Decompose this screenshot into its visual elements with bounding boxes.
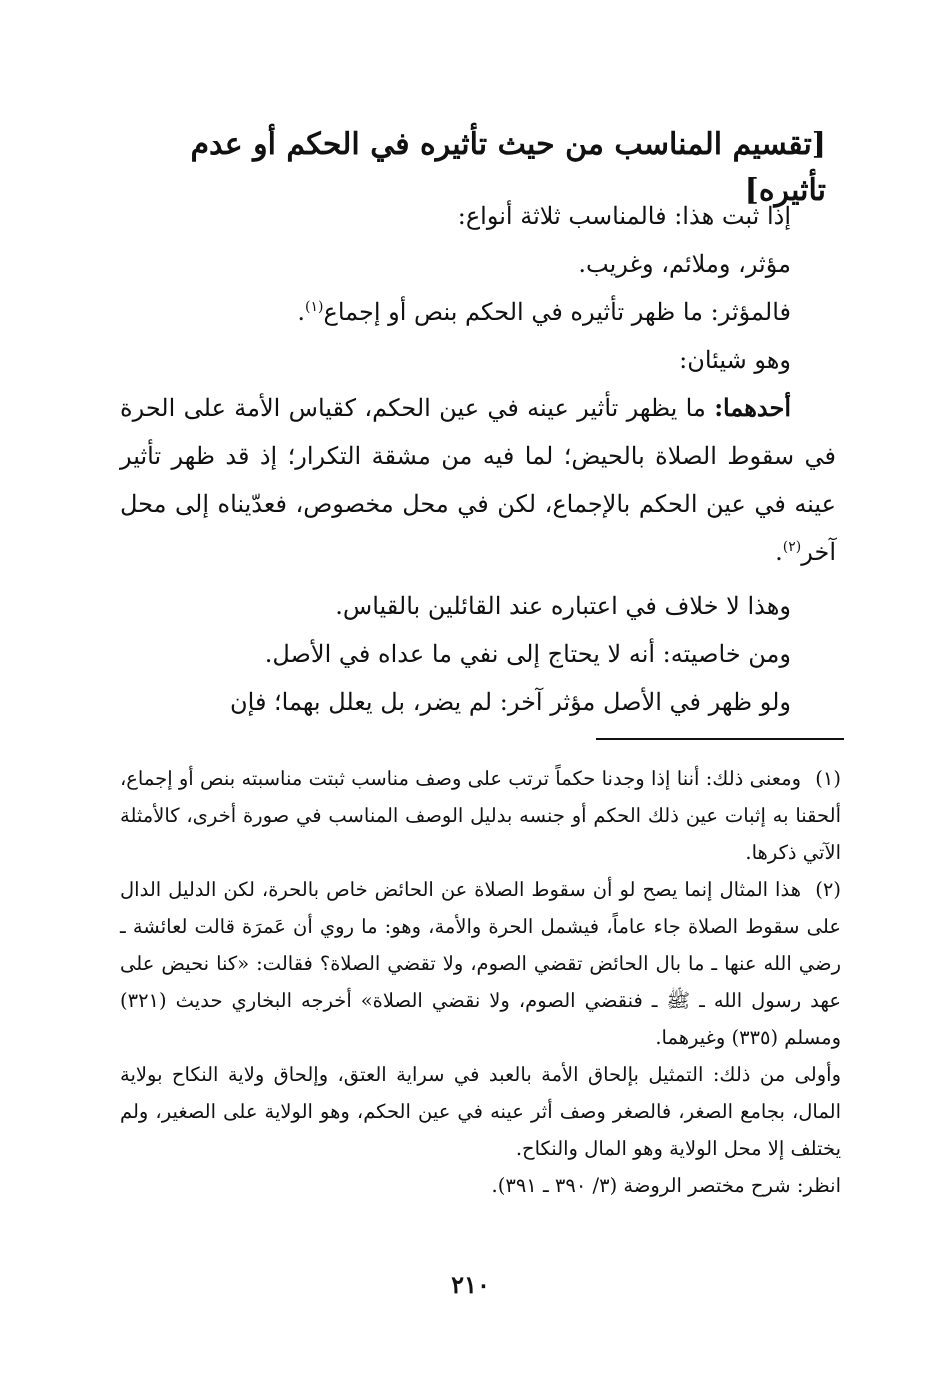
paragraph: وهذا لا خلاف في اعتباره عند القائلين بالقياس.	[335, 592, 791, 620]
footnote-text	[120, 760, 841, 871]
paragraph	[120, 288, 836, 336]
paragraph: مؤثر، وملائم، وغريب.	[578, 250, 791, 278]
paragraph: وهو شيئان:	[679, 346, 791, 374]
paragraph: ولو ظهر في الأصل مؤثر آخر: لم يضر، بل يعلل بهما؛ فإن	[230, 688, 791, 716]
paragraph: إذا ثبت هذا: فالمناسب ثلاثة أنواع:	[457, 202, 791, 230]
footnote-text	[120, 871, 841, 1056]
paragraph-end: .	[775, 538, 783, 566]
footnote-continuation: وأولى من ذلك: التمثيل بإلحاق الأمة بالعبد في سراية العتق، وإلحاق ولاية النكاح بولاية المال، بجامع الصغر، فالصغر وصف أثر عينه في عين الحكم، وهو الولاية على الصغير، ولم يختلف إلا محل الولاية وهو المال والنكاح.	[120, 1063, 841, 1160]
footnote-1	[120, 760, 841, 871]
footnote-body: هذا المثال إنما يصح لو أن سقوط الصلاة عن الحائض خاص بالحرة، لكن الدليل الدال على سقوط الصلاة جاء عاماً، فيشمل الحرة والأمة، وهو: ما روي أن عَمرَة قالت لعائشة ـ رضي الله عنها ـ ما بال الحائض تقضي الصوم، ولا تقضي الصلاة؟ فقالت: «كنا نحيض على عهد رسول الله ـ ﷺ ـ فنقضي الصوم، ولا نقضي الصلاة» أخرجه البخاري حديث (٣٢١) ومسلم (٣٣٥) وغيرهما.	[120, 878, 841, 1049]
footnote-ref[interactable]: (١)	[305, 299, 324, 315]
page-number: ٢١٠	[451, 1270, 490, 1299]
footnote-body: ومعنى ذلك: أننا إذا وجدنا حكماً ترتب على وصف مناسب ثبتت مناسبته بنص أو إجماع، ألحقنا به إثبات عين ذلك الحكم أو جنسه بدليل الوصف المناسب في صورة أخرى، كالأمثلة الآتي ذكرها.	[120, 767, 841, 864]
paragraph-end: .	[297, 298, 306, 326]
footnote-reference: انظر: شرح مختصر الروضة (٣/ ٣٩٠ ـ ٣٩١).	[491, 1174, 841, 1197]
section-heading: [تقسيم المناسب من حيث تأثيره في الحكم أو عدم تأثيره]	[190, 127, 826, 208]
paragraph-text: ما يظهر تأثير عينه في عين الحكم، كقياس الأمة على الحرة في سقوط الصلاة بالحيض؛ لما فيه من مشقة التكرار؛ إذ قد ظهر تأثير عينه في عين الحكم بالإجماع، لكن في محل مخصوص، فعدّيناه إلى محل آخر	[120, 394, 836, 566]
paragraph-lead: أحدهما:	[714, 393, 791, 422]
footnote-number: (٢)	[815, 878, 841, 901]
footnote-2	[120, 871, 841, 1204]
footnote-ref[interactable]: (٢)	[782, 539, 802, 555]
main-text	[120, 192, 836, 726]
footnotes	[120, 760, 841, 1204]
paragraph-text: فالمؤثر: ما ظهر تأثيره في الحكم بنص أو إجماع	[323, 298, 791, 326]
footnote-number: (١)	[815, 767, 841, 790]
footnote-divider	[596, 738, 844, 740]
paragraph	[120, 384, 836, 576]
paragraph: ومن خاصيته: أنه لا يحتاج إلى نفي ما عداه في الأصل.	[264, 640, 791, 668]
